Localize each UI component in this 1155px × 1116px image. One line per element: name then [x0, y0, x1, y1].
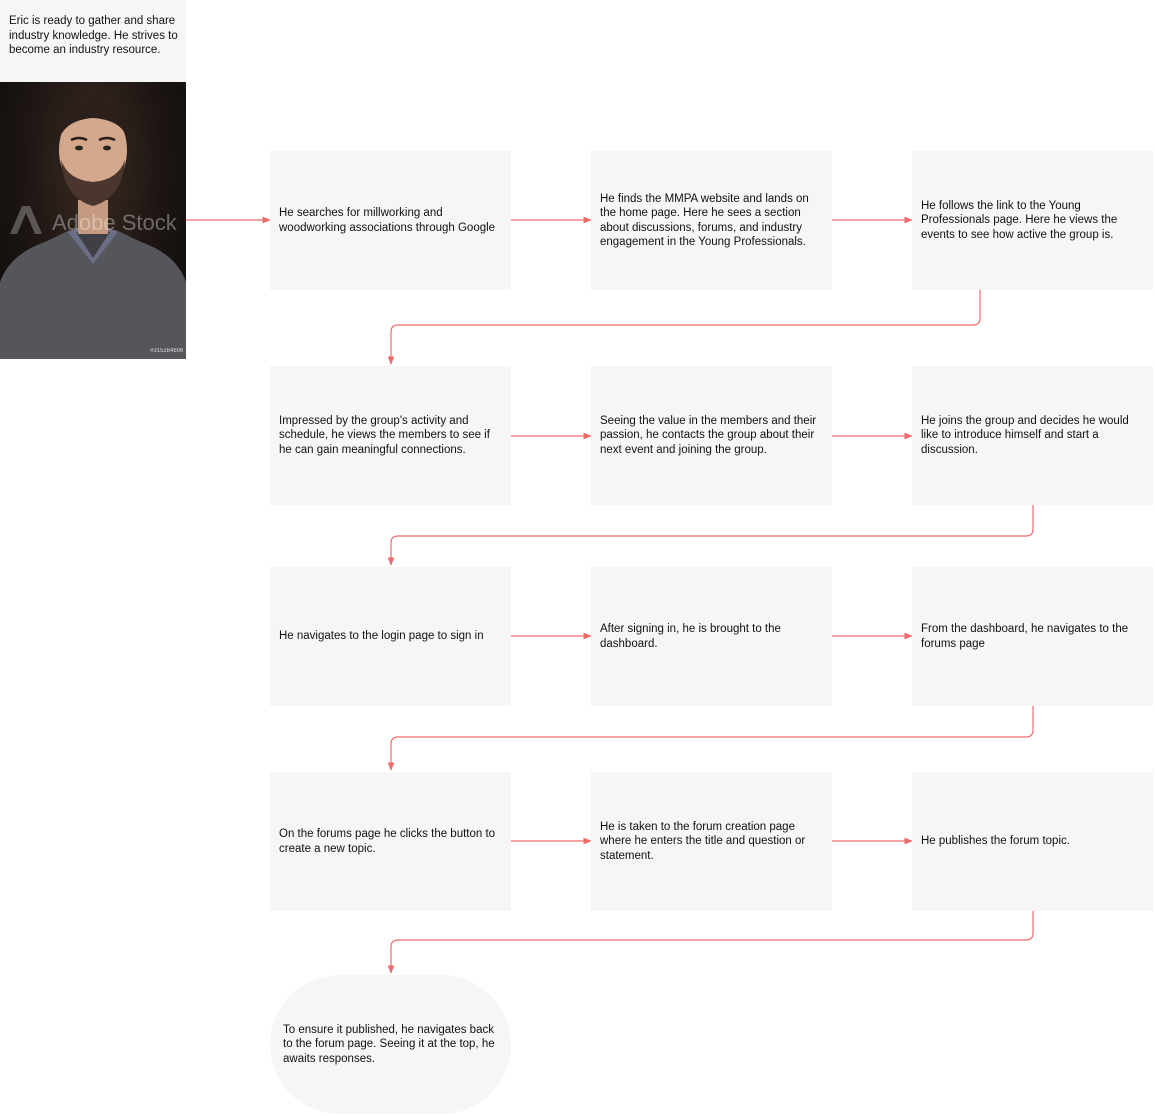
step-text: He searches for millworking and woodworking associations through Google — [279, 207, 496, 234]
flow-end-step — [270, 975, 511, 1114]
step-text: Impressed by the group's activity and schedule, he views the members to see if he can gain meaningful connections. — [279, 414, 490, 456]
flow-step-9 — [912, 567, 1153, 706]
step-text: On the forums page he clicks the button to create a new topic. — [279, 828, 496, 855]
flow-step-10 — [270, 772, 511, 911]
arrow-step9-to-step10 — [391, 706, 1033, 770]
flow-step-4 — [270, 366, 511, 505]
flow-step-6 — [912, 366, 1153, 505]
flow-step-11 — [591, 772, 832, 911]
flow-step-12 — [912, 772, 1153, 911]
persona-text: Eric is ready to gather and share industry knowledge. He strives to become an industry resource. — [9, 15, 178, 56]
step-text: He navigates to the login page to sign in — [279, 630, 484, 643]
step-text: He publishes the forum topic. — [921, 835, 1070, 848]
photo-watermark: Adobe Stock — [52, 210, 177, 235]
step-text: He is taken to the forum creation page where he enters the title and question or statement. — [600, 820, 806, 862]
flow-step-5 — [591, 366, 832, 505]
step-text: He follows the link to the Young Professionals page. Here he views the events to see how active the group is. — [921, 199, 1118, 241]
flow-step-2 — [591, 151, 832, 290]
flow-step-7 — [270, 567, 511, 706]
arrow-step12-to-step13 — [391, 910, 1033, 973]
step-text: Seeing the value in the members and their passion, he contacts the group about their next event and joining the group. — [600, 414, 817, 456]
flow-step-3 — [912, 151, 1153, 290]
arrow-step3-to-step4 — [391, 290, 980, 364]
step-text: After signing in, he is brought to the dashboard. — [600, 623, 781, 650]
arrow-step6-to-step7 — [391, 505, 1033, 565]
step-text: He finds the MMPA website and lands on the home page. Here he sees a section about discussions, forums, and industry engagement in the Young Professionals. — [600, 192, 809, 248]
step-text: He joins the group and decides he would like to introduce himself and start a discussion. — [921, 414, 1129, 456]
photo-id: #315284806 — [150, 348, 184, 354]
flow-step-8 — [591, 567, 832, 706]
step-text: From the dashboard, he navigates to the forums page — [921, 623, 1129, 650]
step-text: To ensure it published, he navigates back to the forum page. Seeing it at the top, he awaits responses. — [283, 1023, 495, 1065]
flow-step-1 — [270, 151, 511, 290]
